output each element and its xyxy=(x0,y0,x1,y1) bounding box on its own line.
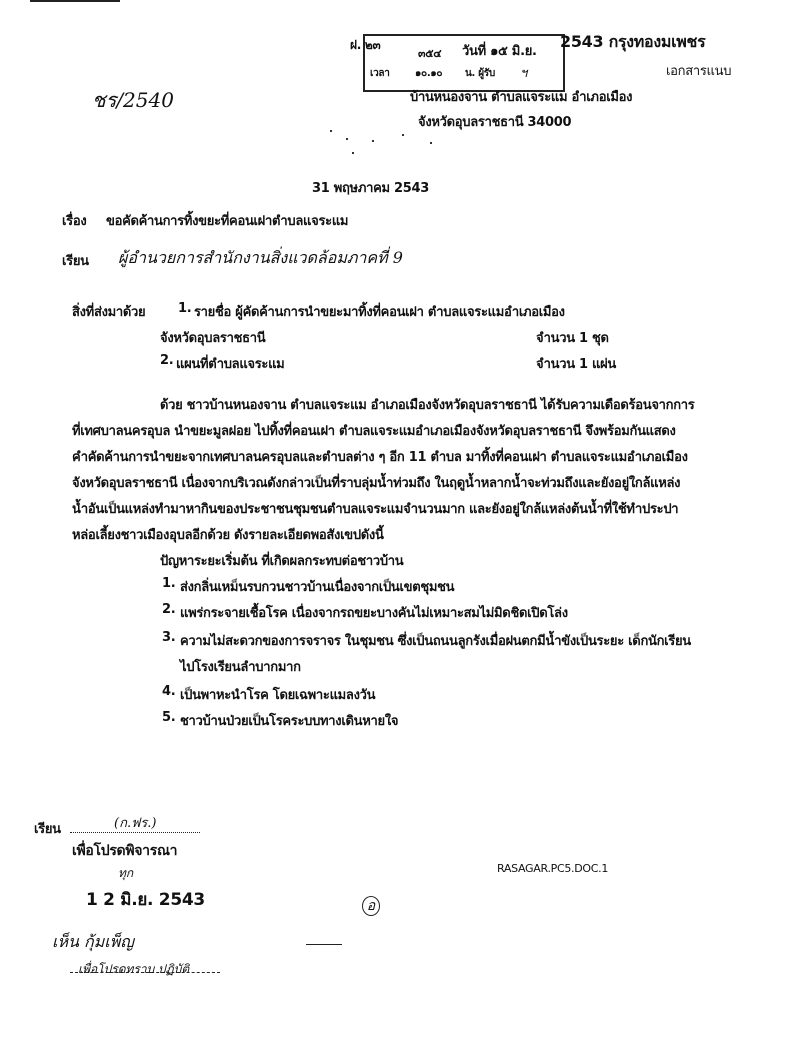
stamp-received-no: ๓๕๔ xyxy=(418,47,442,60)
doc-code: RASAGAR.PC5.DOC.1 xyxy=(497,862,609,875)
problem-1-text: ส่งกลิ่นเหม็นรบกวนชาวบ้านเนื่องจากเป็นเขตชุมชน xyxy=(180,580,455,595)
body-line-2: ที่เทศบาลนครอุบล นำขยะมูลฝอย ไปทิ้งที่คอนเฝา ตำบลแจระแมอำเภอเมืองจังหวัดอุบลราชธานี จึงพร้อมกันแสดง xyxy=(72,424,676,439)
body-line-4: จังหวัดอุบลราชธานี เนื่องจากบริเวณดังกล่าวเป็นที่ราบลุ่มน้ำท่วมถึง ในฤดูน้ำหลากน้ำจะท่วมถึงและยังอยู่ใกล้แหล่ง xyxy=(72,476,681,491)
to-underline xyxy=(70,832,200,833)
footer-consider: เพื่อโปรดพิจารณา xyxy=(72,843,178,859)
scan-speck xyxy=(430,142,432,144)
problem-2-text: แพร่กระจายเชื้อโรค เนื่องจากรถขยะบางคันไม่เหมาะสมไม่มิดชิดเปิดโล่ง xyxy=(180,606,568,621)
stamp-time-value: ๑๐.๑๐ xyxy=(415,68,443,79)
body-line-6: หล่อเลี้ยงชาวเมืองอุบลอีกด้วย ดังรายละเอียดพอสังเขปดังนี้ xyxy=(72,528,384,543)
enclosure-2-text: แผนที่ตำบลแจระแม xyxy=(176,357,285,372)
enclosures-label: สิ่งที่ส่งมาด้วย xyxy=(72,305,146,320)
problems-heading: ปัญหาระยะเริ่มต้น ที่เกิดผลกระทบต่อชาวบ้าน xyxy=(160,554,404,569)
footer-sign-name: เห็น กุ้มเพ็ญ xyxy=(52,932,134,951)
sender-address-line1: บ้านหนองจาน ตำบลแจระแม อำเภอเมือง xyxy=(410,90,633,105)
subject-label: เรื่อง xyxy=(62,214,87,229)
signature-circle-mark: อ xyxy=(362,896,380,916)
enclosure-2-no: 2. xyxy=(160,353,174,368)
stamp-right-text: 2543 กรุงทองมเพชร xyxy=(560,32,706,51)
body-line-3: คำคัดค้านการนำขยะจากเทศบาลนครอุบลและตำบลต่าง ๆ อีก 11 ตำบล มาทิ้งที่คอนเฝา ตำบลแจระแมอำเภอเมือง xyxy=(72,450,688,465)
reference-number: ชร/2540 xyxy=(92,88,174,112)
enclosure-2-qty: จำนวน 1 แผ่น xyxy=(536,357,616,372)
problem-3-no: 3. xyxy=(162,630,176,645)
sign-underline xyxy=(70,972,220,973)
enclosure-1-no: 1. xyxy=(178,301,192,316)
footer-sign-note: เพื่อโปรดทราบ ปฏิบัติ xyxy=(78,962,190,976)
sender-address-line2: จังหวัดอุบลราชธานี 34000 xyxy=(418,115,572,130)
stamp-time-label: เวลา xyxy=(370,68,390,79)
problem-3-cont: ไปโรงเรียนลำบากมาก xyxy=(180,660,301,675)
scan-speck xyxy=(346,138,348,140)
problem-5-text: ชาวบ้านป่วยเป็นโรคระบบทางเดินหายใจ xyxy=(180,714,399,729)
problem-4-no: 4. xyxy=(162,684,176,699)
body-line-5: น้ำอันเป็นแหล่งทำมาหากินของประชาชนชุมชนตำบลแจระแมจำนวนมาก และยังอยู่ใกล้แหล่งต้นน้ำที่ใช้ทำประปา xyxy=(72,502,679,517)
problem-4-text: เป็นพาหะนำโรค โดยเฉพาะแมลงวัน xyxy=(180,688,376,703)
footer-to-label: เรียน xyxy=(34,822,61,837)
stamp-dept-line: ฝ. ๒๓ xyxy=(350,38,381,52)
problem-1-no: 1. xyxy=(162,576,176,591)
problem-3-text: ความไม่สะดวกของการจราจร ในชุมชน ซึ่งเป็นถนนลูกรังเมื่อฝนตกมีน้ำขังเป็นระยะ เด็กนักเรียน xyxy=(180,634,691,649)
footer-initials: ทุก xyxy=(118,866,134,880)
subject-text: ขอคัดค้านการทิ้งขยะที่คอนเฝาตำบลแจระแม xyxy=(106,214,349,229)
footer-received-date-stamp: 1 2 มิ.ย. 2543 xyxy=(86,890,205,910)
enclosure-1-cont: จังหวัดอุบลราชธานี xyxy=(160,331,266,346)
scan-speck xyxy=(402,134,404,136)
scan-speck xyxy=(330,130,332,132)
body-line-1: ด้วย ชาวบ้านหนองจาน ตำบลแจระแม อำเภอเมืองจังหวัดอุบลราชธานี ได้รับความเดือดร้อนจากการ xyxy=(160,398,695,413)
stamp-received-date: วันที่ ๑๕ มิ.ย. xyxy=(462,44,537,59)
footer-to-handwritten: (ก.ฟร.) xyxy=(114,816,157,831)
salutation-label: เรียน xyxy=(62,254,89,269)
problem-5-no: 5. xyxy=(162,710,176,725)
attachment-label: เอกสารแนบ xyxy=(666,64,732,79)
stamp-receiver-label: น. ผู้รับ xyxy=(465,68,495,79)
stray-dash xyxy=(306,944,342,945)
problem-2-no: 2. xyxy=(162,602,176,617)
scan-speck xyxy=(352,152,354,154)
enclosure-1-qty: จำนวน 1 ชุด xyxy=(536,331,609,346)
scan-speck xyxy=(372,140,374,142)
salutation-handwritten: ผู้อำนวยการสำนักงานสิ่งแวดล้อมภาคที่ 9 xyxy=(118,248,403,267)
stamp-handwritten-mark: ฯ xyxy=(520,66,528,81)
top-rule xyxy=(30,0,120,2)
enclosure-1-text: รายชื่อ ผู้คัดค้านการนำขยะมาทิ้งที่คอนเฝา ตำบลแจระแมอำเภอเมือง xyxy=(194,305,565,320)
letter-date: 31 พฤษภาคม 2543 xyxy=(312,181,429,196)
